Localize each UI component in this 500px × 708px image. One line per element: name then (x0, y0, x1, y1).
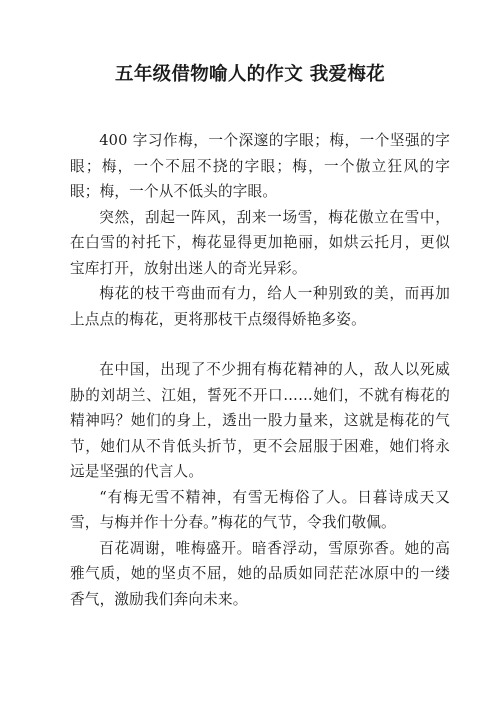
paragraph: 梅花的枝干弯曲而有力，给人一种别致的美，而再加上点点的梅花，更将那枝干点缀得娇艳多姿。 (70, 285, 450, 328)
paragraph: 在中国，出现了不少拥有梅花精神的人，敌人以死威胁的刘胡兰、江姐，誓死不开口……她们，不就有梅花的精神吗？她们的身上，透出一股力量来，这就是梅花的气节，她们从不肯低头折节，更不会屈服于困难，她们将永远是坚强的代言人。 (70, 361, 450, 480)
paragraph: 400 字习作梅，一个深邃的字眼；梅，一个坚强的字眼；梅，一个不屈不挠的字眼；梅，一个傲立狂风的字眼；梅，一个从不低头的字眼。 (70, 132, 450, 200)
paragraph: 百花凋谢，唯梅盛开。暗香浮动，雪原弥香。她的高雅气质，她的坚贞不屈，她的品质如同茫茫冰原中的一缕香气，激励我们奔向未来。 (70, 539, 450, 608)
paragraph-gap (70, 332, 450, 357)
paragraph: 突然，刮起一阵风，刮来一场雪，梅花傲立在雪中，在白雪的衬托下，梅花显得更加艳丽，如烘云托月，更似宝库打开，放射出迷人的奇光异彩。 (70, 208, 450, 277)
essay-body (70, 128, 450, 612)
paragraph: “有梅无雪不精神，有雪无梅俗了人。日暮诗成天又雪，与梅并作十分春。”梅花的气节，令我们敬佩。 (70, 488, 450, 531)
page-title: 五年级借物喻人的作文 我爱梅花 (115, 64, 385, 85)
